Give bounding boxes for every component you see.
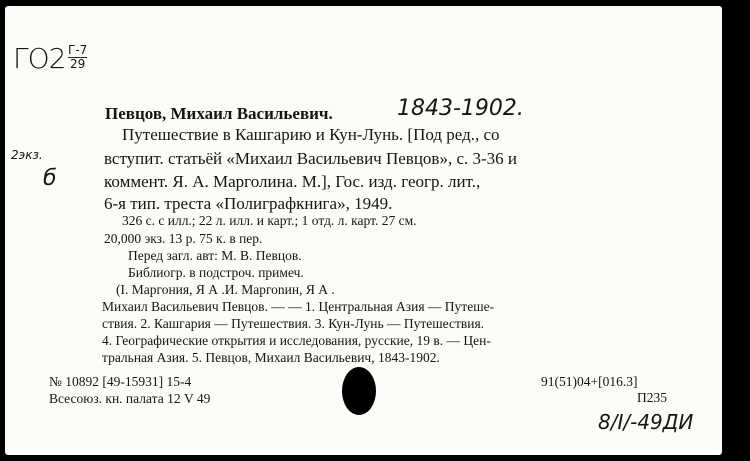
- title-line: Путешествие в Кашгарию и Кун-Лунь. [Под ред., со: [122, 125, 500, 144]
- shelf-fraction: [68, 44, 87, 71]
- tracing-line: (I. Маргония, Я А .И. Маргоnин, Я А .: [116, 282, 335, 297]
- handwritten-date: 8/I/-49ДИ: [598, 410, 694, 434]
- classification-index: 91(51)04+[016.3]: [541, 374, 638, 389]
- author-heading: Певцов, Михаил Васильевич.: [105, 104, 333, 123]
- title-line: 6-я тип. треста «Полиграфкнига», 1949.: [104, 194, 393, 213]
- copies-note: 2экз.: [11, 148, 43, 162]
- shelf-fraction-top: Г-7: [68, 43, 88, 57]
- tracing-line: 4. Географические открытия и исследования, русские, 19 в. — Цен-: [102, 333, 491, 348]
- record-number: № 10892 [49-15931] 15-4: [49, 374, 192, 389]
- shelf-fraction-bottom: 29: [68, 57, 87, 71]
- ink-blot: [342, 367, 376, 415]
- bibliography-note: Библиогр. в подстроч. примеч.: [128, 265, 304, 280]
- title-line: коммент. Я. А. Марголина. М.], Гос. изд. геогр. лит.,: [104, 172, 481, 191]
- title-line: вступит. статьёй «Михаил Васильевич Певцов», с. 3-36 и: [104, 149, 518, 168]
- catalog-card: [5, 6, 722, 455]
- author-note: Перед загл. авт: М. В. Певцов.: [128, 248, 302, 263]
- tracing-line: ствия. 2. Кашгария — Путешествия. 3. Кун-Лунь — Путешествия.: [102, 316, 485, 331]
- tracing-line: Михаил Васильевич Певцов. — — 1. Центральная Азия — Путеше-: [102, 299, 495, 314]
- tracing-line: тральная Азия. 5. Певцов, Михаил Васильевич, 1843-1902.: [102, 350, 440, 365]
- book-chamber: Всесоюз. кн. палата 12 V 49: [49, 391, 211, 406]
- collation-line: 20,000 экз. 13 р. 75 к. в пер.: [104, 231, 263, 246]
- collation-line: 326 с. с илл.; 22 л. илл. и карт.; 1 отд. л. карт. 27 см.: [122, 213, 417, 228]
- copies-mark: б: [43, 166, 57, 191]
- author-mark: П235: [637, 390, 667, 405]
- author-lifespan: 1843-1902.: [397, 96, 524, 121]
- shelfmark: ГО2: [13, 42, 66, 75]
